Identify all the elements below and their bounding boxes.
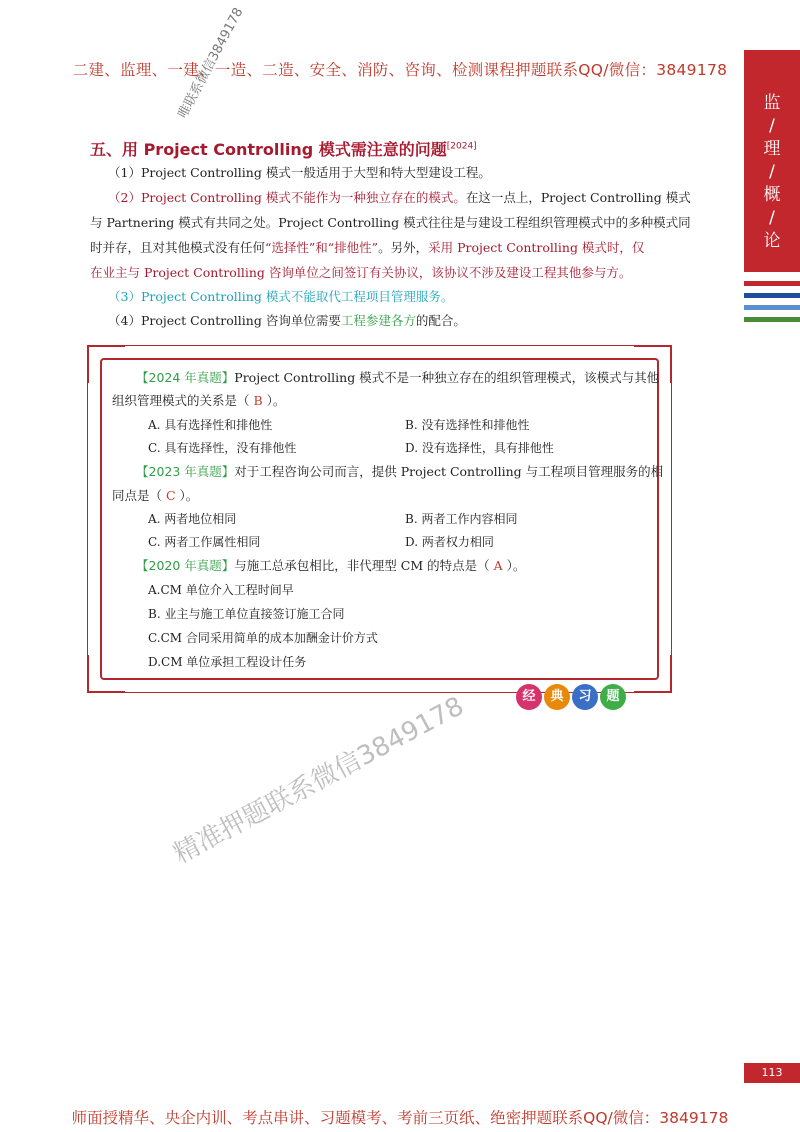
stripe-blue	[744, 293, 800, 298]
side-tab-char: 论	[763, 230, 781, 251]
paragraph-text: 时并存，且对其他模式没有任何	[90, 240, 266, 255]
question-text: 对于工程咨询公司而言，提供 Project Controlling 与工程项目管理服务的相	[234, 464, 664, 479]
paragraph-3: （3）Project Controlling 模式不能取代工程项目管理服务。	[108, 289, 454, 304]
stripe-red	[744, 281, 800, 286]
answer-letter: C	[165, 488, 176, 503]
question-year-tag: 【2020 年真题】	[136, 558, 235, 573]
question-text: ）。	[175, 488, 199, 503]
side-tab-char: /	[769, 161, 775, 182]
answer-letter: A	[493, 558, 503, 573]
question-year-tag: 【2024 年真题】	[136, 370, 235, 385]
frame-corner-ornament	[87, 345, 125, 383]
highlight-red: （2）Project Controlling 模式不能作为一种独立存在的模式。	[108, 190, 466, 205]
classic-exercise-badges	[516, 684, 626, 710]
question-year-tag: 【2023 年真题】	[136, 464, 235, 479]
option: C.CM 合同采用简单的成本加酬金计价方式	[148, 631, 378, 645]
answer-letter: B	[253, 393, 263, 408]
question-text: ）。	[262, 393, 286, 408]
side-tab-char: 概	[763, 184, 781, 205]
question-2023-line1	[136, 462, 663, 480]
stripe-green	[744, 317, 800, 322]
paragraph-text: 的配合。	[415, 313, 466, 328]
frame-corner-ornament	[634, 655, 672, 693]
question-text: Project Controlling 模式不是一种独立存在的组织管理模式，该模式与其他	[234, 370, 660, 385]
option: C. 具有选择性，没有排他性	[148, 441, 297, 455]
top-ad-banner: 二建、监理、一建、一造、二造、安全、消防、咨询、检测课程押题联系QQ/微信：3849178	[72, 61, 728, 79]
option: D.CM 单位承担工程设计任务	[148, 655, 307, 669]
chapter-side-tab	[744, 50, 800, 272]
paragraph-4	[108, 308, 466, 333]
question-text: ）。	[502, 558, 526, 573]
paragraph-text: （4）Project Controlling 咨询单位需要	[108, 313, 341, 328]
badge-dian: 典	[544, 684, 570, 710]
frame-corner-ornament	[87, 655, 125, 693]
option: D. 没有选择性，具有排他性	[405, 441, 554, 455]
watermark-small: 唯联系微信3849178	[175, 5, 247, 121]
option: C. 两者工作属性相同	[148, 535, 261, 549]
side-tab-char: /	[769, 207, 775, 228]
badge-ti: 题	[600, 684, 626, 710]
question-text: 组织管理模式的关系是（	[112, 393, 254, 408]
option: A. 具有选择性和排他性	[148, 418, 273, 432]
paragraph-text: 。另外，	[378, 240, 429, 255]
bottom-ad-banner: 师面授精华、央企内训、考点串讲、习题模考、考前三页纸、绝密押题联系QQ/微信：3849178	[71, 1109, 729, 1127]
option: A.CM 单位介入工程时间早	[148, 583, 294, 597]
page-number: 113	[744, 1063, 800, 1083]
year-tag: [2024]	[446, 141, 477, 152]
paragraph-text: 在这一点上，Project Controlling 模式	[465, 190, 691, 205]
badge-xi: 习	[572, 684, 598, 710]
highlight-red: “选择性”和“排他性”	[265, 240, 379, 255]
stripe-lightblue	[744, 305, 800, 310]
question-text: 同点是（	[112, 488, 166, 503]
option: A. 两者地位相同	[148, 512, 237, 526]
option: B. 没有选择性和排他性	[405, 418, 530, 432]
paragraph-2-line1	[108, 185, 691, 210]
section-title	[90, 137, 477, 160]
side-tab-char: 理	[763, 138, 781, 159]
paragraph-2-line3	[90, 235, 644, 260]
question-2024-line1	[136, 368, 659, 386]
question-2023-line2	[112, 486, 198, 504]
option: D. 两者权力相同	[405, 535, 494, 549]
paragraph-2-line4: 在业主与 Project Controlling 咨询单位之间签订有关协议，该协议不涉及建设工程其他参与方。	[90, 265, 632, 280]
paragraph-2-line2: 与 Partnering 模式有共同之处。Project Controlling 模式往往是与建设工程组织管理模式中的多种模式同	[90, 215, 691, 230]
side-tab-char: /	[769, 115, 775, 136]
section-title-text: 五、用 Project Controlling 模式需注意的问题	[90, 140, 447, 159]
question-text: 与施工总承包相比，非代理型 CM 的特点是（	[234, 558, 494, 573]
question-2020-line1	[136, 556, 525, 574]
question-2024-line2	[112, 391, 285, 409]
highlight-red: 采用 Project Controlling 模式时，仅	[428, 240, 645, 255]
paragraph-1: （1）Project Controlling 模式一般适用于大型和特大型建设工程。	[108, 165, 491, 180]
option: B. 业主与施工单位直接签订施工合同	[148, 607, 345, 621]
highlight-green: 工程参建各方	[340, 313, 416, 328]
watermark-large: 精准押题联系微信3849178	[168, 691, 469, 870]
option: B. 两者工作内容相同	[405, 512, 518, 526]
side-tab-char: 监	[763, 93, 781, 113]
badge-jing: 经	[516, 684, 542, 710]
